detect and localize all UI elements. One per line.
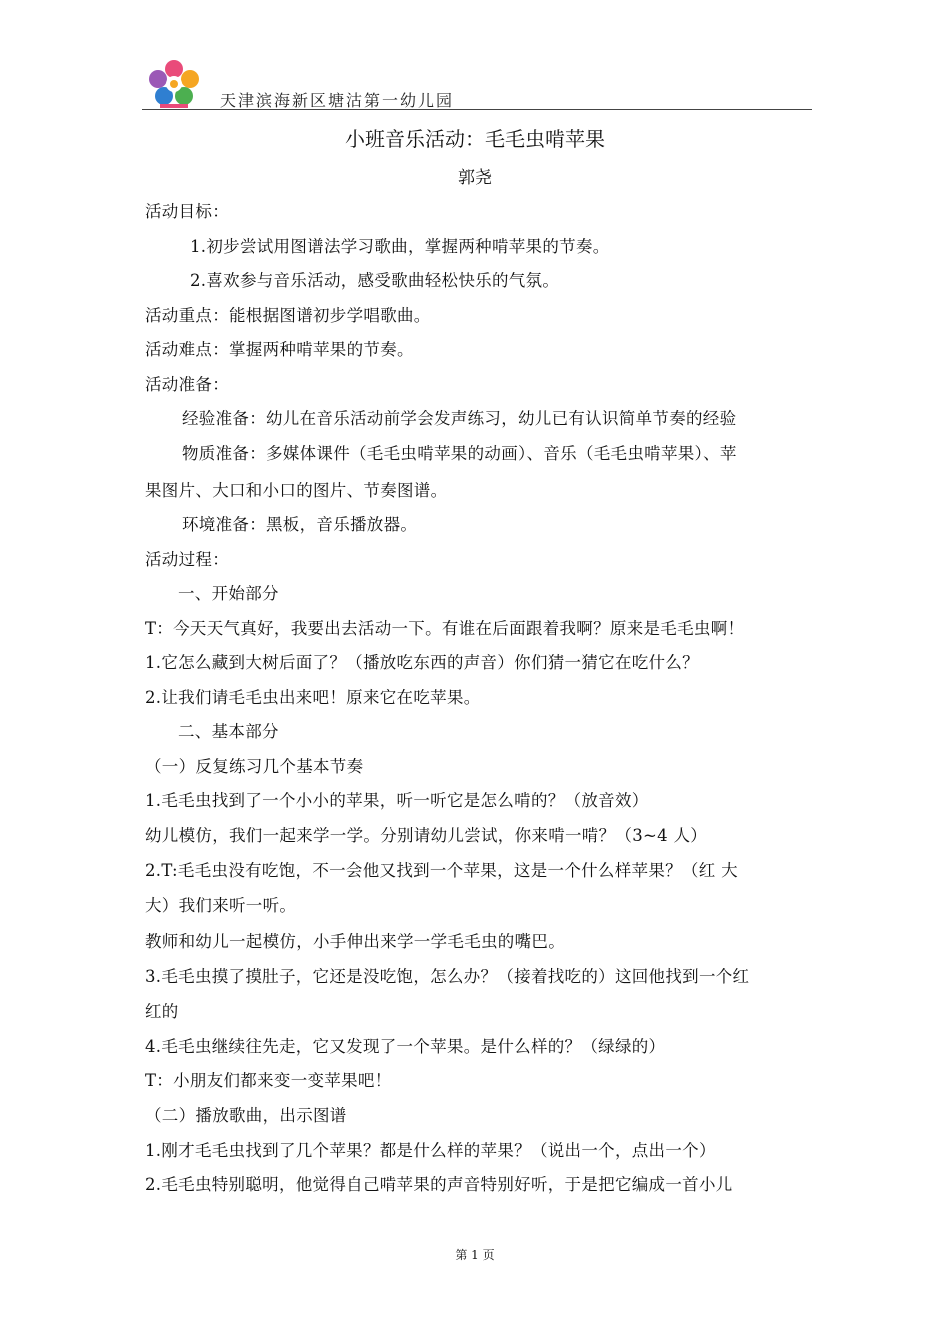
paragraph: 4.毛毛虫继续往先走，它又发现了一个苹果。是什么样的？（绿绿的） <box>145 1037 666 1056</box>
section-heading-goals: 活动目标： <box>145 202 229 221</box>
document-title: 小班音乐活动：毛毛虫啃苹果 <box>345 127 605 151</box>
preparation-item: 物质准备：多媒体课件（毛毛虫啃苹果的动画）、音乐（毛毛虫啃苹果）、苹 <box>182 444 737 463</box>
paragraph: 2.T:毛毛虫没有吃饱，不一会他又找到一个苹果，这是一个什么样苹果？（红 大 <box>145 861 738 880</box>
preparation-item: 环境准备：黑板，音乐播放器。 <box>182 515 418 534</box>
goal-item: 2.喜欢参与音乐活动，感受歌曲轻松快乐的气氛。 <box>190 271 560 290</box>
part-heading: 一、开始部分 <box>178 584 279 603</box>
key-point: 活动重点：能根据图谱初步学唱歌曲。 <box>145 306 431 325</box>
sub-heading: （二）播放歌曲，出示图谱 <box>145 1106 347 1125</box>
paragraph: 2.让我们请毛毛虫出来吧！原来它在吃苹果。 <box>145 688 481 707</box>
page-header <box>142 56 812 112</box>
paragraph: 幼儿模仿，我们一起来学一学。分别请幼儿尝试，你来啃一啃？（3~4 人） <box>145 826 708 845</box>
sub-heading: （一）反复练习几个基本节奏 <box>145 757 364 776</box>
paragraph: 教师和幼儿一起模仿，小手伸出来学一学毛毛虫的嘴巴。 <box>145 932 565 951</box>
section-heading-process: 活动过程： <box>145 550 229 569</box>
paragraph: 1.它怎么藏到大树后面了？（播放吃东西的声音）你们猜一猜它在吃什么？ <box>145 653 699 672</box>
section-heading-preparation: 活动准备： <box>145 375 229 394</box>
kindergarten-logo <box>146 58 202 110</box>
paragraph: T：今天天气真好，我要出去活动一下。有谁在后面跟着我啊？原来是毛毛虫啊！ <box>145 619 745 638</box>
paragraph: 1.毛毛虫找到了一个小小的苹果，听一听它是怎么啃的？（放音效） <box>145 791 649 810</box>
goal-item: 1.初步尝试用图谱法学习歌曲，掌握两种啃苹果的节奏。 <box>190 237 610 256</box>
paragraph: 3.毛毛虫摸了摸肚子，它还是没吃饱，怎么办？（接着找吃的）这回他找到一个红 <box>145 967 750 986</box>
part-heading: 二、基本部分 <box>178 722 279 741</box>
difficult-point: 活动难点：掌握两种啃苹果的节奏。 <box>145 340 414 359</box>
preparation-item-continued: 果图片、大口和小口的图片、节奏图谱。 <box>145 481 448 500</box>
author-name: 郭尧 <box>458 168 492 188</box>
paragraph: 2.毛毛虫特别聪明，他觉得自己啃苹果的声音特别好听，于是把它编成一首小儿 <box>145 1175 733 1194</box>
paragraph: 红的 <box>145 1002 179 1021</box>
paragraph: 1.刚才毛毛虫找到了几个苹果？都是什么样的苹果？（说出一个，点出一个） <box>145 1141 716 1160</box>
page-number: 第 1 页 <box>455 1248 495 1262</box>
preparation-item: 经验准备：幼儿在音乐活动前学会发声练习，幼儿已有认识简单节奏的经验 <box>182 409 737 428</box>
school-name: 天津滨海新区塘沽第一幼儿园 <box>220 91 455 110</box>
paragraph: 大）我们来听一听。 <box>145 896 297 915</box>
header-rule <box>142 109 812 110</box>
paragraph: T：小朋友们都来变一变苹果吧！ <box>145 1071 392 1090</box>
